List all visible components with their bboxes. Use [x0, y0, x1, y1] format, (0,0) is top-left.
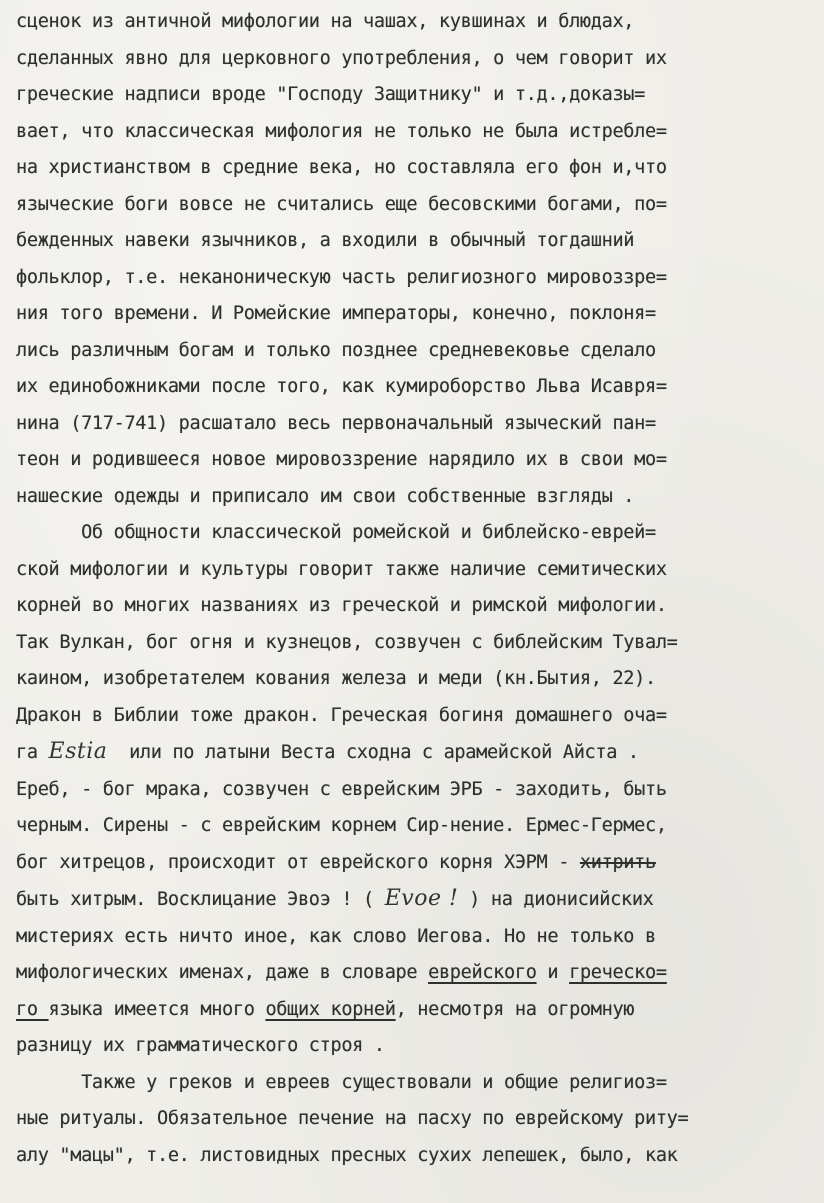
- text-fragment: га: [16, 742, 49, 763]
- struck-word: хитрить: [579, 851, 656, 873]
- underlined-word: греческо=: [569, 962, 667, 983]
- text-line: мистериях есть ничто иное, как слово Иегова. Но не только в: [16, 925, 656, 947]
- underlined-word: еврейского: [428, 962, 537, 983]
- text-line: черным. Сирены - с еврейским корнем Сир-нение. Ермес-Гермес,: [16, 815, 667, 836]
- text-fragment: быть хитрым. Восклицание Эвоэ ! (: [16, 889, 385, 910]
- text-fragment: языка имеется много: [48, 998, 266, 1020]
- text-line: ния того времени. И Ромейские императоры, конечно, поклоня=: [16, 303, 656, 324]
- text-line: вает, что классическая мифология не только не была истребле=: [16, 120, 667, 142]
- text-line: Ереб, - бог мрака, созвучен с еврейским ЭРБ - заходить, быть: [16, 778, 667, 800]
- text-line: теон и родившееся новое мировоззрение нарядило их в свои мо=: [16, 449, 667, 470]
- text-line-with-underline: [16, 955, 824, 992]
- text-fragment: ) на дионисийских: [458, 889, 654, 910]
- underlined-phrase: общих корней: [265, 998, 396, 1020]
- text-line-with-handwriting: [16, 881, 824, 919]
- text-line-with-handwriting: [16, 734, 824, 772]
- text-line: греческие надписи вроде "Господу Защитнику" и т.д.,доказы=: [16, 84, 645, 105]
- text-line: языческие боги вовсе не считались еще бесовскими богами, по=: [16, 193, 667, 215]
- handwritten-estia: Estia: [48, 739, 108, 764]
- text-fragment: и: [536, 962, 570, 983]
- text-line: сделанных явно для церковного употребления, о чем говорит их: [16, 47, 667, 69]
- text-line: каином, изобретателем кования железа и меди (кн.Бытия, 22).: [16, 668, 656, 689]
- text-line: алу "мацы", т.е. листовидных пресных сухих лепешек, было, как: [16, 1144, 678, 1166]
- text-line: нашеские одежды и приписало им свои собственные взгляды .: [16, 485, 635, 507]
- text-line: сценок из античной мифологии на чашах, кувшинах и блюдах,: [16, 11, 635, 32]
- text-fragment: мифологических именах, даже в словаре: [16, 962, 429, 983]
- text-line: на христианством в средние века, но составляла его фон и,что: [16, 157, 667, 178]
- text-line: Дракон в Библии тоже дракон. Греческая богиня домашнего оча=: [16, 704, 667, 726]
- paragraph-start-line: Также у греков и евреев существовали и общие религиоз=: [16, 1071, 667, 1093]
- text-line: разницу их грамматического строя .: [16, 1035, 385, 1056]
- text-fragment: , несмотря на огромную: [395, 998, 635, 1020]
- text-fragment: бог хитрецов, происходит от еврейского корня ХЭРМ -: [16, 851, 580, 873]
- text-line: Так Вулкан, бог огня и кузнецов, созвучен с библейским Тувал=: [16, 631, 678, 653]
- text-line-with-strikeout: [16, 845, 824, 882]
- text-line: фольклор, т.е. неканоническую часть религиозного мировоззре=: [16, 266, 667, 288]
- underlined-word: го: [16, 998, 49, 1020]
- text-fragment: или по латыни Веста сходна с арамейской Айста .: [107, 742, 639, 763]
- text-line-with-underline: [16, 992, 824, 1029]
- text-line: ской мифологии и культуры говорит также наличие семитических: [16, 558, 667, 580]
- text-line: бежденных навеки язычников, а входили в обычный тогдашний: [16, 230, 635, 251]
- text-line: их единобожниками после того, как кумироборство Льва Исавря=: [16, 376, 667, 397]
- text-line: лись различным богам и только позднее средневековье сделало: [16, 339, 656, 361]
- text-line: ные ритуалы. Обязательное печение на пасху по еврейскому риту=: [16, 1108, 689, 1129]
- text-line: нина (717-741) расшатало весь первоначальный языческий пан=: [16, 412, 656, 434]
- handwritten-evoe: Evoe !: [384, 886, 459, 911]
- text-line: корней во многих названиях из греческой и римской мифологии.: [16, 595, 667, 616]
- paragraph-start-line: Об общности классической ромейской и библейско-еврей=: [16, 522, 656, 543]
- typewritten-text: [16, 4, 824, 1174]
